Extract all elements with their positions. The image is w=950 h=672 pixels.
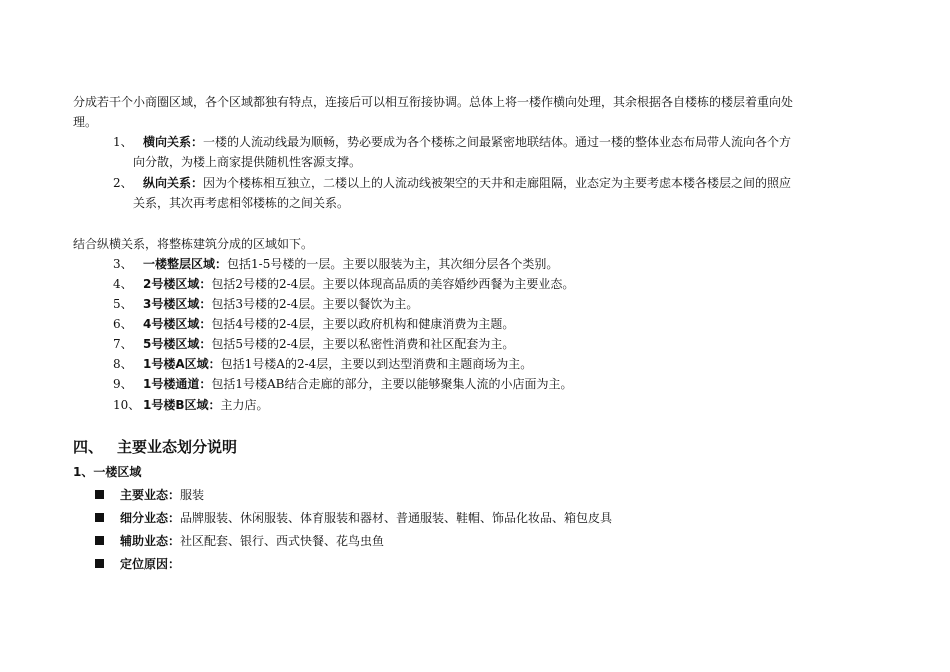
- relation-number: 2、: [113, 176, 133, 190]
- zone-number: 6、: [113, 317, 133, 331]
- zone-title: 1号楼B区域：: [143, 398, 221, 412]
- bullet-label: 细分业态：: [120, 511, 181, 525]
- zone-item: [113, 316, 514, 332]
- zone-number: 9、: [113, 377, 133, 391]
- square-bullet-icon: [95, 490, 104, 499]
- relation-item-1-cont: 向分散，为楼上商家提供随机性客源支撑。: [133, 155, 362, 169]
- relation-item-2: [113, 175, 791, 191]
- zone-number: 10、: [113, 398, 141, 412]
- zone-title: 3号楼区域：: [143, 297, 212, 311]
- section-heading: [73, 437, 237, 457]
- section-title: 主要业态划分说明: [117, 438, 238, 456]
- zone-item: [113, 376, 572, 392]
- zone-number: 3、: [113, 257, 133, 271]
- bullet-item: [95, 556, 180, 572]
- square-bullet-icon: [95, 536, 104, 545]
- zone-text: 包括2号楼的2-4层。主要以体现高品质的美容婚纱西餐为主要业态。: [211, 277, 575, 291]
- square-bullet-icon: [95, 559, 104, 568]
- bullet-label: 主要业态：: [120, 488, 181, 502]
- zone-number: 4、: [113, 277, 133, 291]
- intro-line-2: 理。: [73, 115, 98, 129]
- combine-intro: 结合纵横关系，将整栋建筑分成的区域如下。: [73, 237, 314, 251]
- zone-title: 2号楼区域：: [143, 277, 212, 291]
- zone-number: 8、: [113, 357, 133, 371]
- bullet-item: [95, 510, 612, 526]
- bullet-text: 社区配套、银行、西式快餐、花鸟虫鱼: [180, 534, 385, 548]
- relation-title: 横向关系：: [143, 135, 204, 149]
- bullet-text: 服装: [180, 488, 205, 502]
- section-number: 四、: [73, 438, 104, 456]
- zone-text: 主力店。: [220, 398, 269, 412]
- relation-number: 1、: [113, 135, 133, 149]
- zone-title: 4号楼区域：: [143, 317, 212, 331]
- zone-text: 包括1号楼AB结合走廊的部分，主要以能够聚集人流的小店面为主。: [211, 377, 573, 391]
- zone-title: 1号楼通道：: [143, 377, 212, 391]
- relation-title: 纵向关系：: [143, 176, 204, 190]
- zone-text: 包括3号楼的2-4层。主要以餐饮为主。: [211, 297, 419, 311]
- relation-text: 一楼的人流动线最为顺畅，势必要成为各个楼栋之间最紧密地联结体。通过一楼的整体业态布局带人流向各个方: [203, 135, 792, 149]
- zone-number: 7、: [113, 337, 133, 351]
- zone-item: [113, 336, 514, 352]
- relation-text: 因为个楼栋相互独立，二楼以上的人流动线被架空的天井和走廊阻隔，业态定为主要考虑本楼各楼层之间的照应: [203, 176, 792, 190]
- bullet-item: [95, 487, 204, 503]
- zone-title: 5号楼区域：: [143, 337, 212, 351]
- intro-line-1: 分成若干个小商圈区域，各个区域都独有特点，连接后可以相互衔接协调。总体上将一楼作横向处理，其余根据各自楼栋的楼层着重向处: [73, 95, 794, 109]
- zone-text: 包括1号楼A的2-4层，主要以到达型消费和主题商场为主。: [220, 357, 533, 371]
- zone-title: 1号楼A区域：: [143, 357, 221, 371]
- zone-title: 一楼整层区域：: [143, 257, 228, 271]
- square-bullet-icon: [95, 513, 104, 522]
- zone-number: 5、: [113, 297, 133, 311]
- bullet-text: 品牌服装、休闲服装、体育服装和器材、普通服装、鞋帽、饰品化妆品、箱包皮具: [180, 511, 613, 525]
- relation-item-1: [113, 134, 791, 150]
- zone-item: [113, 397, 269, 413]
- zone-item: [113, 276, 574, 292]
- zone-item: [113, 256, 558, 272]
- zone-text: 包括5号楼的2-4层，主要以私密性消费和社区配套为主。: [211, 337, 515, 351]
- bullet-label: 定位原因：: [120, 557, 181, 571]
- bullet-item: [95, 533, 384, 549]
- zone-item: [113, 296, 418, 312]
- zone-text: 包括1-5号楼的一层。主要以服装为主，其次细分层各个类别。: [227, 257, 559, 271]
- zone-text: 包括4号楼的2-4层，主要以政府机构和健康消费为主题。: [211, 317, 515, 331]
- bullet-label: 辅助业态：: [120, 534, 181, 548]
- subsection-heading: 1、一楼区域: [73, 465, 142, 479]
- relation-item-2-cont: 关系，其次再考虑相邻楼栋的之间关系。: [133, 196, 350, 210]
- zone-item: [113, 356, 532, 372]
